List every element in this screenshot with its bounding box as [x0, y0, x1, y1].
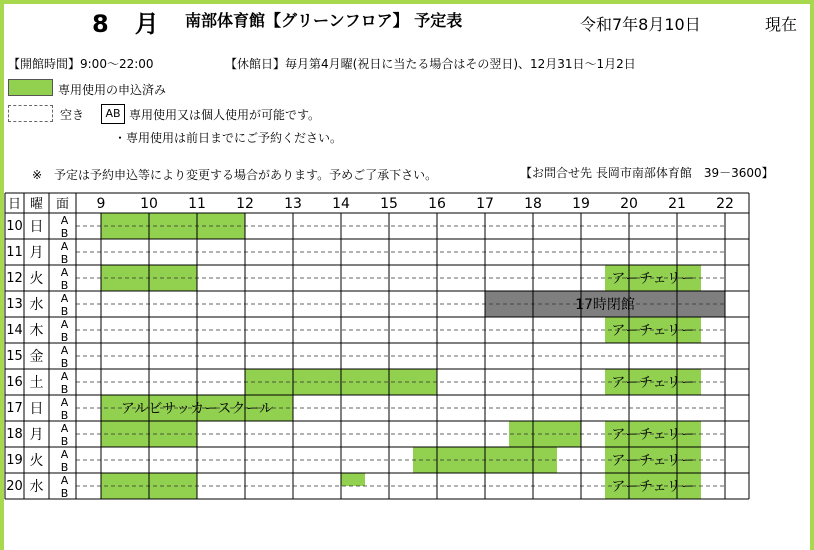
- page-title: 南部体育館【グリーンフロア】 予定表: [185, 11, 463, 30]
- face-label-a: A: [60, 396, 69, 409]
- face-label-a: A: [60, 292, 69, 305]
- face-label-a: A: [60, 318, 69, 331]
- row-weekday: 日: [29, 219, 44, 235]
- booking-label: アーチェリー: [611, 453, 695, 469]
- booking-label: アルビサッカースクール: [120, 401, 274, 417]
- face-label-b: B: [60, 305, 69, 318]
- month-title: 8 月: [92, 10, 160, 38]
- as-of-date: 令和7年8月10日: [580, 15, 701, 34]
- booking-label: アーチェリー: [611, 427, 695, 443]
- face-label-a: A: [60, 448, 69, 461]
- face-label-b: B: [60, 435, 69, 448]
- legend-reserved-label: 専用使用の申込済み: [58, 83, 167, 97]
- face-label-a: A: [60, 474, 69, 487]
- face-label-b: B: [60, 487, 69, 500]
- hour-label: 14: [332, 196, 350, 212]
- face-label-a: A: [60, 344, 69, 357]
- closed-days: 【休館日】毎月第4月曜(祝日に当たる場合はその翌日)、12月31日～1月2日: [225, 57, 636, 71]
- hour-label: 22: [716, 196, 734, 212]
- row-weekday: 火: [29, 271, 44, 287]
- hour-label: 19: [572, 196, 590, 212]
- row-day: 18: [6, 427, 23, 442]
- col-header-weekday: 曜: [29, 197, 44, 212]
- face-label-b: B: [60, 461, 69, 474]
- legend-ab-text: 専用使用又は個人使用が可能です。: [129, 108, 321, 122]
- hour-label: 11: [188, 196, 206, 212]
- row-weekday: 土: [29, 375, 44, 391]
- row-day: 15: [6, 349, 23, 364]
- hour-label: 13: [284, 196, 302, 212]
- legend-empty-label: 空き: [60, 108, 85, 122]
- row-day: 10: [6, 219, 23, 234]
- row-weekday: 日: [29, 401, 44, 417]
- legend-ab-box: AB: [101, 104, 125, 124]
- row-weekday: 水: [29, 297, 44, 313]
- booking-label: アーチェリー: [611, 323, 695, 339]
- contact-info: 【お問合せ先 長岡市南部体育館 39－3600】: [520, 166, 774, 180]
- face-label-b: B: [60, 227, 69, 240]
- hour-label: 16: [428, 196, 446, 212]
- row-day: 20: [6, 479, 23, 494]
- row-day: 14: [6, 323, 23, 338]
- face-label-b: B: [60, 383, 69, 396]
- row-day: 12: [6, 271, 23, 286]
- opening-hours: 【開館時間】9:00～22:00: [8, 57, 154, 71]
- notice-text: ※ 予定は予約申込等により変更する場合があります。予めご了承下さい。: [32, 168, 438, 182]
- hour-label: 20: [620, 196, 638, 212]
- hour-label: 21: [668, 196, 686, 212]
- row-weekday: 月: [29, 427, 44, 443]
- col-header-day: 日: [7, 197, 22, 212]
- face-label-b: B: [60, 409, 69, 422]
- face-label-a: A: [60, 370, 69, 383]
- face-label-b: B: [60, 279, 69, 292]
- row-weekday: 水: [29, 479, 44, 495]
- hour-label: 9: [96, 196, 106, 212]
- booking-block: [341, 473, 365, 486]
- hour-label: 15: [380, 196, 398, 212]
- row-day: 17: [6, 401, 23, 416]
- row-weekday: 火: [29, 453, 44, 469]
- row-day: 13: [6, 297, 23, 312]
- face-label-a: A: [60, 422, 69, 435]
- hour-label: 10: [140, 196, 158, 212]
- face-label-b: B: [60, 253, 69, 266]
- booking-label: アーチェリー: [611, 271, 695, 287]
- booking-label: アーチェリー: [611, 479, 695, 495]
- hour-label: 17: [476, 196, 494, 212]
- row-weekday: 金: [29, 349, 44, 365]
- face-label-a: A: [60, 214, 69, 227]
- row-weekday: 月: [29, 245, 44, 261]
- row-day: 19: [6, 453, 23, 468]
- hour-label: 18: [524, 196, 542, 212]
- row-day: 16: [6, 375, 23, 390]
- hour-label: 12: [236, 196, 254, 212]
- row-weekday: 木: [29, 323, 44, 339]
- face-label-a: A: [60, 240, 69, 253]
- face-label-b: B: [60, 331, 69, 344]
- legend-note: ・専用使用は前日までにご予約ください。: [114, 131, 343, 145]
- as-of-label: 現在: [765, 15, 798, 34]
- col-header-face: 面: [55, 197, 70, 212]
- row-day: 11: [6, 245, 23, 260]
- booking-label: 17時閉館: [575, 297, 635, 313]
- face-label-a: A: [60, 266, 69, 279]
- face-label-b: B: [60, 357, 69, 370]
- booking-label: アーチェリー: [611, 375, 695, 391]
